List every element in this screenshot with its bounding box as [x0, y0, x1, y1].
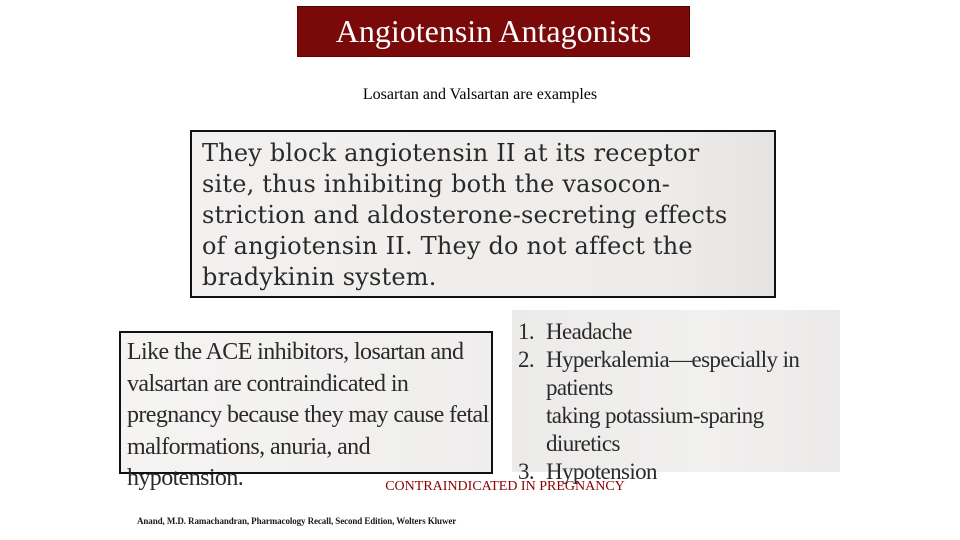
- excerpt-line: of angiotensin II. They do not affect the: [202, 232, 693, 260]
- slide-title: [297, 6, 690, 57]
- list-item-number: 1.: [518, 319, 535, 344]
- side-effects-excerpt: [512, 310, 840, 484]
- slide-title-text: Angiotensin Antagonists: [335, 13, 652, 49]
- list-item-text: Hypotension: [546, 459, 657, 484]
- list-item: [518, 318, 840, 346]
- excerpt-line: pregnancy because they may cause fetal: [127, 402, 489, 428]
- list-item-text: Headache: [546, 319, 632, 344]
- list-item-number: 2.: [518, 347, 535, 372]
- side-effects-list: [518, 318, 840, 486]
- contraindication-caption: CONTRAINDICATED IN PREGNANCY: [385, 479, 625, 494]
- mechanism-excerpt: [190, 130, 776, 298]
- excerpt-line: malformations, anuria, and hypotension.: [127, 433, 370, 491]
- excerpt-line: valsartan are contraindicated in: [127, 370, 409, 397]
- list-item-continuation: [518, 402, 840, 458]
- citation: Anand, M.D. Ramachandran, Pharmacology Recall, Second Edition, Wolters Kluwer: [137, 516, 457, 526]
- excerpt-line: They block angiotensin II at its receptor: [202, 139, 700, 167]
- excerpt-line: site, thus inhibiting both the vasocon-: [202, 170, 671, 198]
- excerpt-line: bradykinin system.: [202, 263, 437, 291]
- excerpt-line: striction and aldosterone-secreting effects: [202, 201, 728, 229]
- slide-subtitle: Losartan and Valsartan are examples: [362, 86, 598, 103]
- excerpt-line: Like the ACE inhibitors, losartan and: [127, 339, 464, 365]
- list-item: [518, 346, 840, 402]
- list-item-text: taking potassium-sparing diuretics: [546, 403, 764, 456]
- list-item-text: Hyperkalemia—especially in patients: [546, 347, 800, 400]
- list-item-number: 3.: [518, 459, 535, 484]
- contraindication-excerpt: [119, 331, 493, 491]
